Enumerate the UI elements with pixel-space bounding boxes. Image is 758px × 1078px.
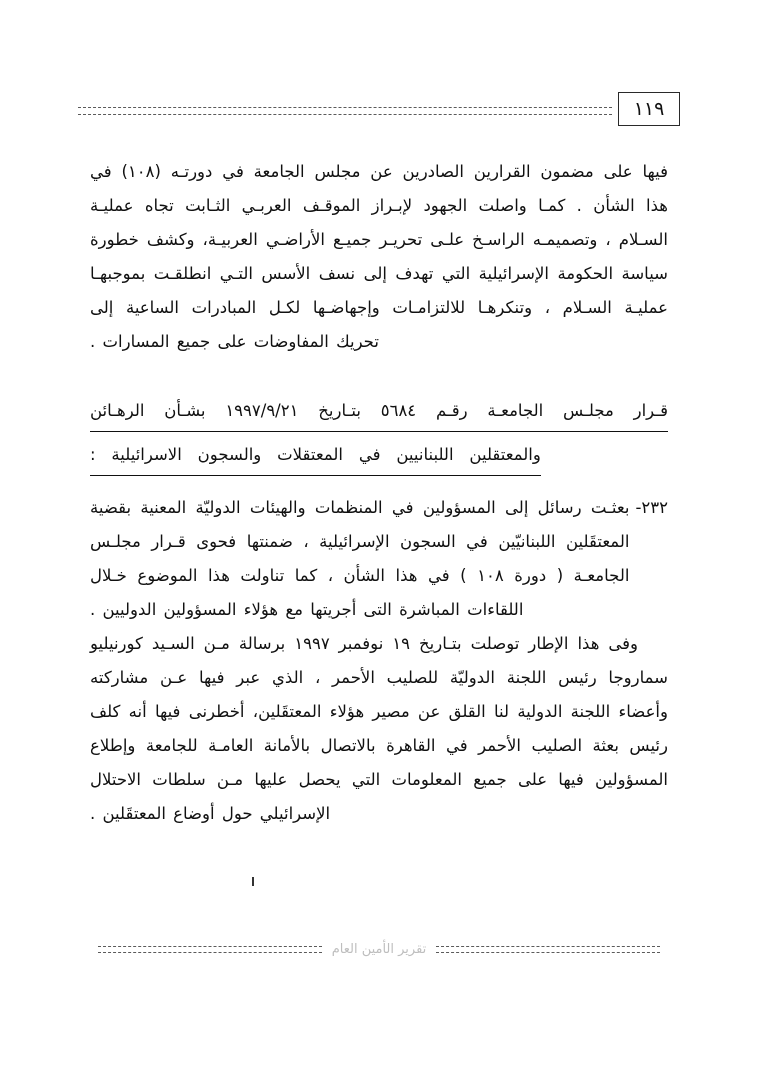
- page-header: [78, 92, 680, 126]
- numbered-item-232: [90, 491, 668, 627]
- spacer: [90, 481, 668, 491]
- decision-heading-line-1: قـرار مجلـس الجامعـة رقـم ٥٦٨٤ بتـاريخ ١٩٩٧/٩/٢١ بشـأن الرهـائن: [90, 393, 668, 432]
- footer-text: تقرير الأمين العام: [331, 941, 427, 957]
- page-content: [90, 155, 668, 831]
- footer-divider-left: [98, 946, 322, 953]
- paragraph-continued: فيها على مضمون القرارين الصادرين عن مجلس الجامعة في دورتـه (١٠٨) في هذا الشأن . كمـا واصلت الجهود لإبـراز الموقـف العربـي الثـابت تجاه عمليـة السـلام ، وتصميمـه الراسـخ علـى تحريـر جميـع الأراضـي العربيـة، وكشف خطورة سياسة الحكومة الإسرائيلية التي تهدف إلى نسف الأسس التـي انطلقـت بموجبهـا عمليـة السـلام ، وتنكرهـا للالتزامـات وإجهاضـها لكـل المبادرات الساعية إلى تحريك المفاوضات على جميع المسارات .: [90, 162, 668, 351]
- header-divider: [78, 107, 612, 115]
- spacer: [90, 359, 668, 393]
- decision-heading-line-2: والمعتقلين اللبنانيين في المعتقلات والسجون الاسرائيلية :: [90, 437, 541, 476]
- decision-heading: [90, 393, 668, 476]
- stray-ink-mark: [252, 877, 254, 886]
- page-number-box: [618, 92, 680, 126]
- item-number: ٢٣٢-: [635, 498, 668, 517]
- paragraph-2: وفى هذا الإطار توصلت بتـاريخ ١٩ نوفمبر ١٩٩٧ برسالة مـن السـيد كورنيليو سماروجا رئيس اللجنة الدوليّة للصليب الأحمر ، الذي عبر فيها عـن مشاركته وأعضاء اللجنة الدولية لنا القلق عن مصير هؤلاء المعتقَلين، أخطرنى فيها أنه كلف رئيس بعثة الصليب الأحمر في القاهرة بالاتصال بالأمانة العامـة للجامعة وإطلاع المسؤولين فيها على جميع المعلومات التي يحصل عليها مـن سلطات الاحتلال الإسرائيلي حول أوضاع المعتقَلين .: [90, 634, 668, 823]
- page-footer: [98, 938, 660, 960]
- footer-divider-right: [436, 946, 660, 953]
- page-number: ١١٩: [633, 97, 665, 120]
- item-body: [90, 491, 629, 627]
- item-paragraph: بعثـت رسائل إلى المسؤولين في المنظمات والهيئات الدوليّة المعنية بقضية المعتقَلين اللبنانيّين في السجون الإسرائيلية ، ضمنتها فحوى قـرار مجلـس الجامعـة ( دورة ١٠٨ ) في هذا الشأن ، كما تناولت هذا الموضوع خـلال اللقاءات المباشرة التى أجريتها مع هؤلاء المسؤولين الدوليين .: [90, 498, 630, 619]
